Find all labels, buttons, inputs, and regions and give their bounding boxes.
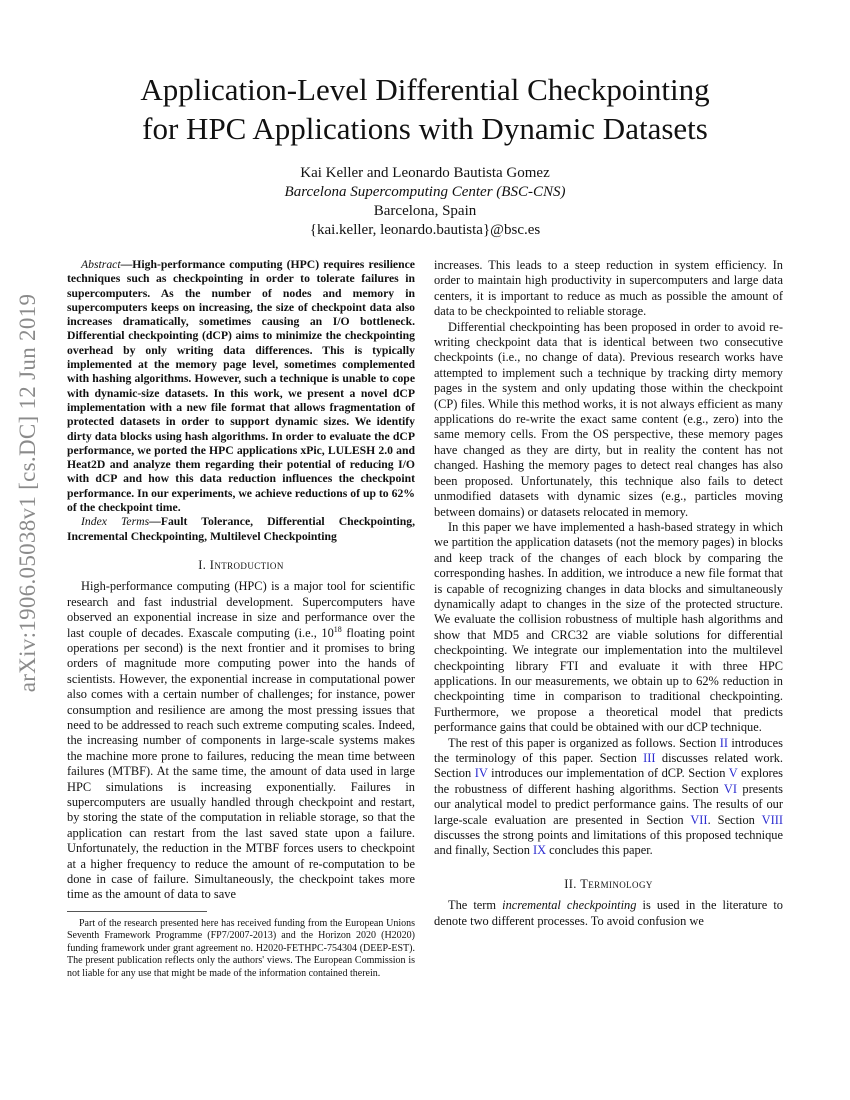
index-terms-lead: Index Terms: [81, 515, 150, 529]
section-name: Terminology: [580, 876, 653, 891]
author-location: Barcelona, Spain: [373, 203, 477, 219]
title-line-1: Application-Level Differential Checkpointing: [140, 72, 710, 107]
paragraph-text: introduces our implementation of dCP. Section: [487, 766, 729, 781]
intro-p1-text-a: High-performance computing (HPC) is a major tool for scientific research and fast industrial development. Supercomputers have observed an exponential increase in size and performance over the last couple of decades. Exascale computing (i.e., 10: [67, 579, 415, 640]
paragraph-text: explores the robustness of different hashing algorithms. Section: [434, 766, 784, 796]
abstract-lead: Abstract: [81, 258, 121, 271]
intro-paragraph-1-continued: increases. This leads to a steep reduction in system efficiency. In order to maintain high productivity in supercomputers and large data centers, it is important to reduce as much as possible the amount of data to be checkpointed to reliable storage.: [434, 258, 783, 319]
intro-paragraph-2: Differential checkpointing has been proposed in order to avoid re-writing checkpoint data that is identical between two consecutive checkpoints (i.e., no change of data). Previous research works have attempted to implement such a technique by tracking dirty memory pages in the system and only updating those within the checkpoint (CP) files. While this method works, it is not always efficient as many applications do re-write the exact same content (e.g., zero) into the same memory cells. From the OS perspective, these memory pages have changed as they are dirty, but in reality the content has not changed. Hashing the memory pages to detect real changes has also been proposed. Unfortunately, this technique also fails to detect unmodified datasets with dynamic sizes (e.g., particles moving between domains) or datasets relocated in memory.: [434, 319, 783, 519]
paragraph-text: presents our analytical model to predict performance gains. The results of our large-scale evaluation are presented in Section: [434, 781, 783, 827]
section-link-iii[interactable]: III: [643, 751, 656, 765]
section-link-vi[interactable]: VI: [723, 781, 737, 796]
index-terms: [67, 515, 415, 544]
footnote-rule: [67, 911, 207, 912]
paragraph-text: concludes this paper.: [546, 843, 653, 858]
index-terms-text: —Fault Tolerance, Differential Checkpointing, Incremental Checkpointing, Multilevel Checkpointing: [67, 515, 416, 543]
paragraph-text: is used in the literature to denote two different processes. To avoid confusion we: [434, 898, 783, 928]
funding-footnote: Part of the research presented here has received funding from the European Unions Seventh Framework Programme (FP7/2007-2013) and the Horizon 2020 (H2020) funding framework under grant agreement no. H2020-FETHPC-754304 (DEEP-EST). The present publication reflects only the authors' views. The European Commission is not liable for any use that might be made of the information contained therein.: [67, 917, 415, 979]
section-heading-introduction: [67, 558, 415, 573]
abstract-text: —High-performance computing (HPC) requires resilience techniques such as checkpointing in order to tolerate failures in supercomputers. As the number of nodes and memory in supercomputers keeps on increasing, the size of checkpoint data also increases dramatically, sometimes causing an I/O bottleneck. Differential checkpointing (dCP) aims to minimize the checkpointing overhead by only writing data differences. This is typically implemented at the memory page level, sometimes complemented with hashing algorithms. However, such a technique is unable to cope with dynamic-size datasets. In this work, we present a novel dCP implementation with a new file format that allows fragmentation of protected datasets in order to support dynamic sizes. We identify dirty data blocks using hash algorithms. In order to evaluate the dCP performance, we ported the HPC applications xPic, LULESH 2.0 and Heat2D and analyze them regarding their potential of reducing I/O with dCP and how this data reduction influences the checkpoint performance. In our experiments, we achieve reductions of up to 62% of the checkpoint time.: [67, 258, 415, 515]
intro-paragraph-1: [67, 579, 415, 903]
section-number: II.: [564, 876, 581, 891]
exponent: 18: [333, 624, 342, 634]
section-heading-terminology: [434, 877, 783, 892]
terminology-paragraph-1: [434, 898, 783, 929]
author-names: Kai Keller and Leonardo Bautista Gomez: [300, 165, 550, 181]
intro-p1-text-b: floating point operations per second) is the next frontier and it promises to bring orders of magnitude more computing power into the hands of scientists. However, the exponential increase in computational power also comes with a certain number of challenges; for instance, power consumption and resilience are among the most pressing issues that need to be addressed to reach such extreme computing scales. Indeed, the increasing number of components in large-scale systems makes the machine more prone to failures, reducing the mean time between failures (MTBF). At the same time, the amount of data used in large HPC simulations is increasing exponentially. Failures in supercomputers are usually handled through checkpoint and restart, by storing the state of the computation in reliable storage, so that the application can restart from the last saved state upon a failure. Unfortunately, the reduction in the MTBF forces users to checkpoint at a higher frequency to reduce the amount of re-computation to be done in case of failure. Simultaneously, the checkpoint takes more time as the amount of data to save: [67, 625, 415, 902]
paragraph-text: The rest of this paper is organized as follows. Section: [448, 735, 720, 750]
paragraph-text: . Section: [707, 812, 762, 827]
author-affiliation: Barcelona Supercomputing Center (BSC-CNS): [284, 184, 566, 200]
section-name: Introduction: [209, 557, 284, 572]
section-link-iv[interactable]: IV: [474, 766, 488, 781]
author-block: [60, 164, 790, 240]
section-link-vii[interactable]: VII: [690, 812, 708, 827]
right-column: [434, 258, 783, 929]
section-number: I.: [198, 557, 210, 572]
section-link-v[interactable]: V: [728, 766, 738, 781]
abstract: [67, 258, 415, 515]
intro-paragraph-4: [434, 736, 783, 859]
author-email: {kai.keller, leonardo.bautista}@bsc.es: [309, 222, 541, 238]
paragraph-text: The term: [448, 898, 503, 913]
title-line-2: for HPC Applications with Dynamic Datasets: [142, 111, 708, 146]
section-link-viii[interactable]: VIII: [761, 812, 783, 827]
paragraph-text: discusses related work. Section: [434, 751, 783, 781]
section-link-ix[interactable]: IX: [533, 843, 547, 858]
emphasized-term: incremental checkpointing: [502, 898, 637, 913]
intro-paragraph-3: In this paper we have implemented a hash-based strategy in which we partition the application datasets (not the memory pages) in blocks and keep track of the changes of each block by comparing the corresponding hashes. In addition, we introduce a new file format that is capable of recognizing changes in data blocks and simultaneously dynamically adapt to changes in the size of the protected structure. We evaluate the collision robustness of multiple hash algorithms and show that MD5 and CRC32 are viable solutions for differential checkpointing. We integrate our implementation into the multilevel checkpointing library FTI and evaluate it with three HPC applications. In our measurements, we obtain up to 62% reduction in checkpointing time in comparison to traditional checkpointing. Furthermore, we propose a theoretical model that predicts performance gains that could be obtained with our dCP technique.: [434, 519, 783, 735]
left-column: [67, 258, 415, 980]
paragraph-text: introduces the terminology of this paper. Section: [434, 735, 783, 765]
arxiv-identifier-text: arXiv:1906.05038v1 [cs.DC] 12 Jun 2019: [15, 293, 40, 693]
section-link-ii[interactable]: II: [719, 735, 728, 750]
paragraph-text: discusses the strong points and limitations of this proposed technique and finally, Section: [434, 828, 783, 858]
paper-title: [60, 70, 790, 148]
arxiv-identifier: [8, 0, 52, 1100]
